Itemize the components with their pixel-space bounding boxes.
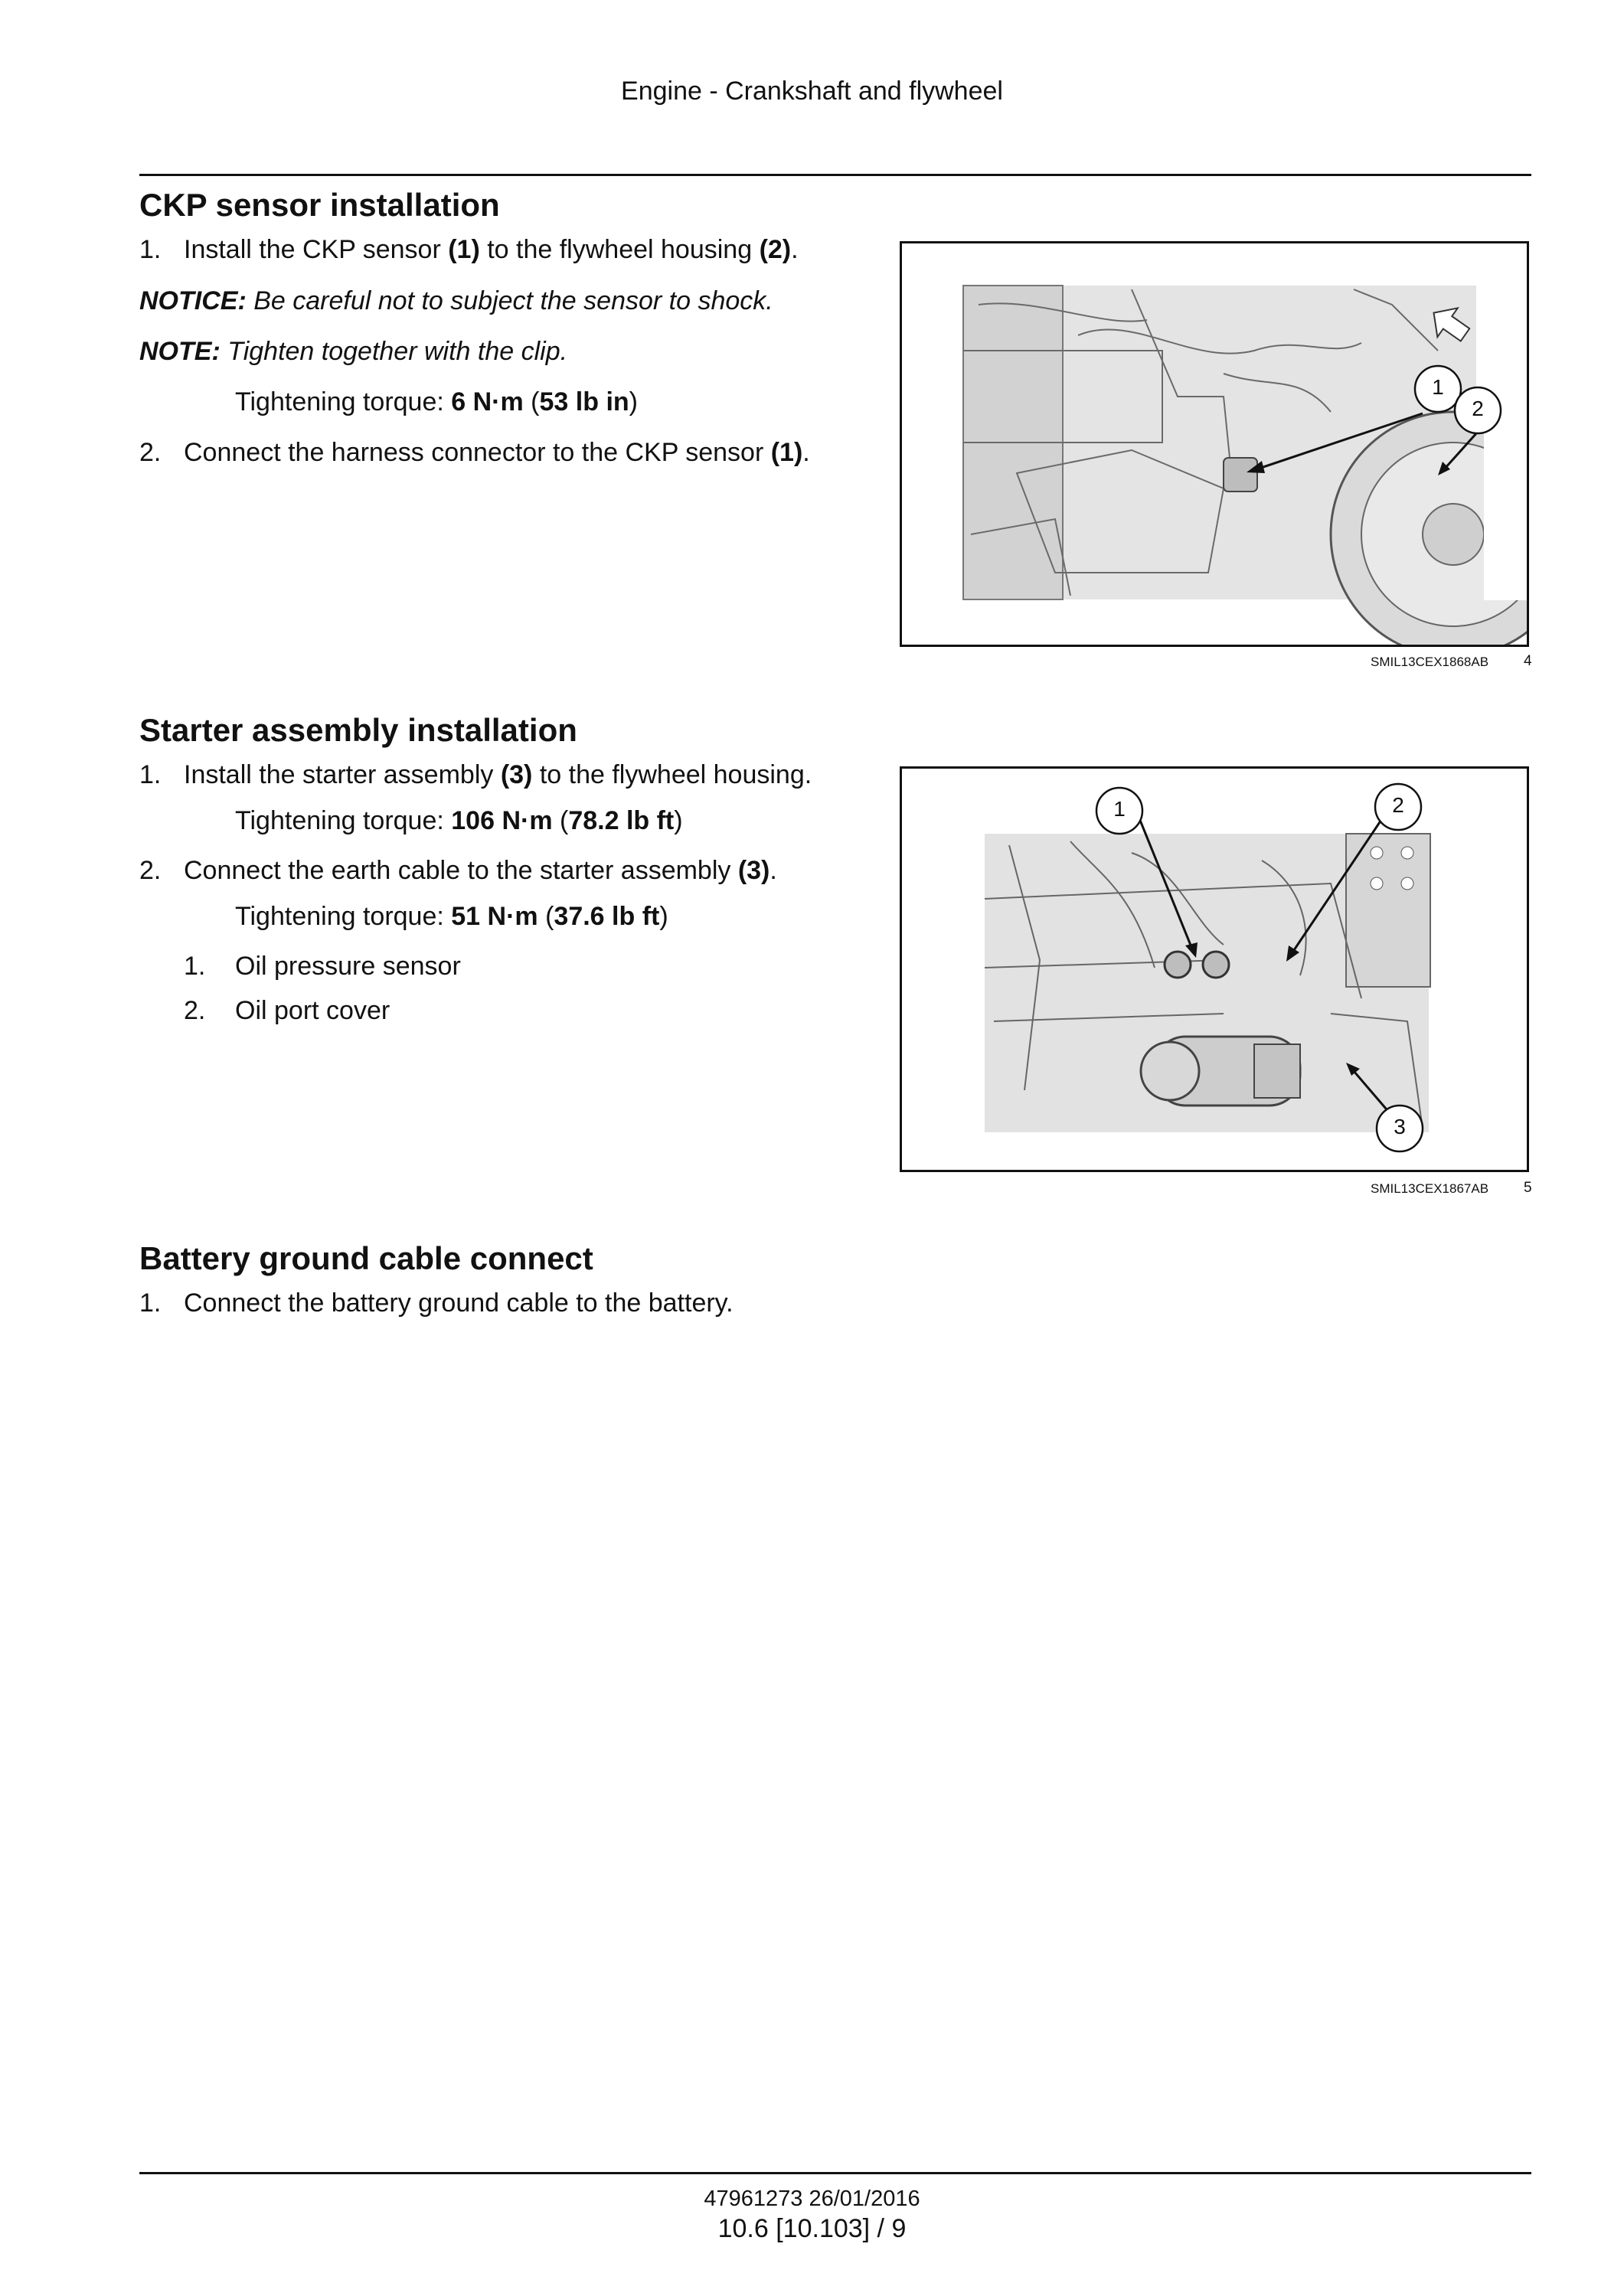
step-text: Install the starter assembly [184, 760, 501, 789]
callout-2: 2 [1472, 397, 1484, 420]
ckp-note [139, 337, 567, 367]
callout-ref: (3) [737, 856, 770, 885]
ckp-torque [235, 387, 638, 417]
torque-label: Tightening torque: [235, 902, 452, 931]
legend-number: 2. [184, 996, 206, 1025]
document-code: 47961273 26/01/2016 [704, 2187, 920, 2211]
torque-metric: 51 N·m [451, 902, 538, 931]
page-number: 10.6 [10.103] / 9 [717, 2214, 907, 2243]
engine-illustration-ckp [902, 243, 1527, 645]
step-text: Connect the battery ground cable to the battery. [184, 1288, 734, 1318]
figure-code: SMIL13CEX1868AB [1371, 655, 1489, 669]
starter-heading: Starter assembly installation [139, 712, 577, 748]
note-label: NOTE: [139, 337, 221, 366]
ckp-step-2 [139, 438, 810, 468]
step-number: 1. [139, 760, 162, 789]
torque-metric: 106 N·m [451, 806, 553, 835]
callout-1: 1 [1113, 797, 1126, 821]
starter-torque-1 [235, 806, 683, 836]
figure-number: 5 [1524, 1180, 1532, 1196]
step-text: . [791, 235, 799, 264]
figure-number: 4 [1524, 653, 1532, 669]
footer-rule [139, 2172, 1531, 2174]
starter-step-2 [139, 856, 777, 886]
step-number: 1. [139, 1288, 162, 1318]
battery-step-1 [139, 1288, 734, 1318]
callout-ref: (2) [759, 235, 792, 264]
legend-item-oil-port-cover [184, 996, 390, 1026]
notice-label: NOTICE: [139, 286, 247, 315]
callout-ref: (3) [500, 760, 533, 789]
legend-number: 1. [184, 952, 206, 981]
step-text: Connect the earth cable to the starter assembly [184, 856, 738, 885]
callout-ref: (1) [448, 235, 480, 264]
paren-close: ) [674, 806, 683, 835]
step-text: to the flywheel housing [479, 235, 760, 264]
torque-imperial: 37.6 lb ft [554, 902, 660, 931]
step-text: Install the CKP sensor [184, 235, 449, 264]
paren-open: ( [523, 387, 540, 416]
notice-text: Be careful not to subject the sensor to shock. [246, 286, 773, 315]
header-rule [139, 174, 1531, 176]
step-number: 2. [139, 438, 162, 467]
step-text: . [770, 856, 777, 885]
starter-figure [900, 766, 1529, 1172]
battery-heading: Battery ground cable connect [139, 1240, 593, 1276]
callout-2: 2 [1392, 793, 1404, 817]
paren-open: ( [538, 902, 554, 931]
note-text: Tighten together with the clip. [220, 337, 568, 366]
ckp-figure [900, 241, 1529, 647]
starter-torque-2 [235, 902, 668, 932]
callout-1: 1 [1432, 375, 1444, 399]
step-text: . [802, 438, 810, 467]
paren-open: ( [552, 806, 569, 835]
callout-ref: (1) [770, 438, 803, 467]
paren-close: ) [629, 387, 638, 416]
legend-text: Oil pressure sensor [235, 952, 461, 981]
page-header-title: Engine - Crankshaft and flywheel [621, 77, 1003, 106]
engine-illustration-starter [902, 769, 1527, 1170]
step-text: to the flywheel housing. [532, 760, 812, 789]
torque-label: Tightening torque: [235, 806, 452, 835]
step-text: Connect the harness connector to the CKP sensor [184, 438, 771, 467]
callout-3: 3 [1394, 1115, 1406, 1138]
torque-label: Tightening torque: [235, 387, 452, 416]
step-number: 2. [139, 856, 162, 885]
paren-close: ) [659, 902, 668, 931]
step-number: 1. [139, 235, 162, 264]
torque-metric: 6 N·m [451, 387, 524, 416]
torque-imperial: 53 lb in [539, 387, 629, 416]
starter-step-1 [139, 760, 812, 790]
torque-imperial: 78.2 lb ft [568, 806, 675, 835]
ckp-step-1 [139, 235, 799, 265]
ckp-heading: CKP sensor installation [139, 187, 500, 223]
ckp-notice [139, 286, 773, 316]
legend-text: Oil port cover [235, 996, 390, 1025]
figure-code: SMIL13CEX1867AB [1371, 1181, 1489, 1196]
legend-item-oil-pressure-sensor [184, 952, 461, 981]
